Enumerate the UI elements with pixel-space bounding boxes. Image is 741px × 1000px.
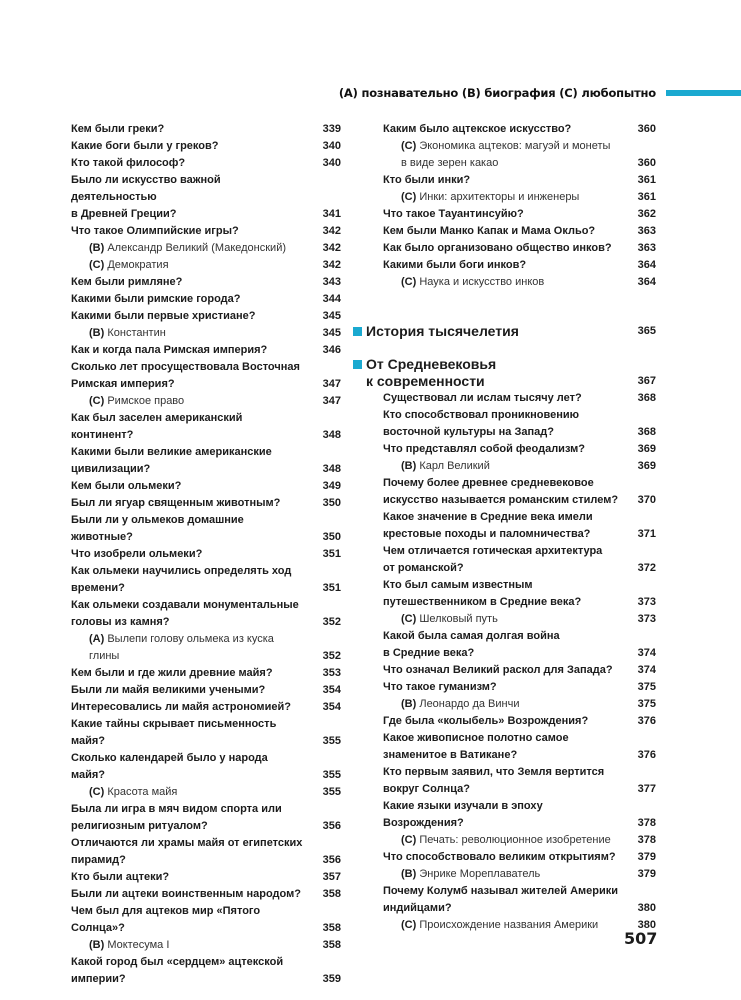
toc-entry bbox=[383, 713, 656, 730]
toc-entry bbox=[71, 121, 341, 138]
toc-entry-line: Кем были Манко Капак и Мама Окльо? bbox=[383, 225, 596, 237]
category-marker: (B) bbox=[401, 460, 417, 472]
toc-entry-line: в Средние века? bbox=[383, 647, 475, 659]
section-title-line: История тысячелетия bbox=[366, 323, 519, 339]
toc-subentry-text: Экономика ацтеков: магуэй и монеты bbox=[419, 140, 611, 152]
toc-entry-line: Кем были ольмеки? bbox=[71, 480, 182, 492]
category-marker: (B) bbox=[89, 242, 105, 254]
toc-entry-line: Как было организовано общество инков? bbox=[383, 242, 612, 254]
toc-subentry bbox=[383, 189, 656, 206]
toc-subentry-line bbox=[89, 257, 341, 274]
toc-entry-line: искусство называется романским стилем? bbox=[383, 494, 619, 506]
spacer bbox=[353, 340, 656, 356]
toc-entry-line: Как и когда пала Римская империя? bbox=[71, 344, 268, 356]
category-marker: (B) bbox=[89, 939, 105, 951]
page-ref: 348 bbox=[322, 463, 341, 475]
spacer bbox=[353, 291, 656, 323]
toc-entry bbox=[383, 407, 656, 441]
toc-entry-line: Сколько лет просуществовала Восточная bbox=[71, 361, 300, 373]
section-title-line: к современности bbox=[366, 373, 485, 389]
toc-subentry-text: Карл Великий bbox=[419, 460, 490, 472]
toc-entry-line: Какими были великие американские bbox=[71, 446, 272, 458]
category-marker: (C) bbox=[401, 919, 417, 931]
page-ref: 375 bbox=[637, 698, 656, 710]
toc-subentry-line bbox=[401, 274, 656, 291]
toc-entry-line: майя? bbox=[71, 735, 106, 747]
toc-subentry-text: Печать: революционное изобретение bbox=[419, 834, 611, 846]
section-title-line: От Средневековья bbox=[366, 356, 497, 372]
category-marker: (B) bbox=[401, 698, 417, 710]
toc-subentry-text: Происхождение названия Америки bbox=[419, 919, 599, 931]
page-ref: 365 bbox=[637, 325, 656, 337]
toc-subentry-line bbox=[401, 611, 656, 628]
page-ref: 358 bbox=[322, 922, 341, 934]
toc-subentry-line: в виде зерен какао bbox=[401, 157, 499, 169]
page-ref: 377 bbox=[637, 783, 656, 795]
toc-entry-line: Существовал ли ислам тысячу лет? bbox=[383, 392, 582, 404]
category-marker: (C) bbox=[401, 191, 417, 203]
toc-entry bbox=[71, 597, 341, 631]
toc-entry-line: Была ли игра в мяч видом спорта или bbox=[71, 803, 282, 815]
toc-entry-line: Что представлял собой феодализм? bbox=[383, 443, 585, 455]
toc-entry bbox=[383, 764, 656, 798]
page-ref: 370 bbox=[637, 494, 656, 506]
toc-entry-line: Были ли ацтеки воинственным народом? bbox=[71, 888, 301, 900]
toc-subentry-line bbox=[401, 189, 656, 206]
toc-entry-line: головы из камня? bbox=[71, 616, 170, 628]
toc-subentry-text: Энрике Мореплаватель bbox=[419, 868, 541, 880]
page-ref: 353 bbox=[322, 667, 341, 679]
toc-subentry bbox=[71, 937, 341, 954]
toc-subentry-text: Римское право bbox=[107, 395, 185, 407]
page-ref: 368 bbox=[637, 392, 656, 404]
toc-subentry-line bbox=[401, 866, 656, 883]
toc-entry bbox=[71, 155, 341, 172]
toc-column-right bbox=[353, 121, 656, 934]
toc-entry bbox=[71, 665, 341, 682]
page-ref: 356 bbox=[322, 854, 341, 866]
page-ref: 373 bbox=[637, 596, 656, 608]
toc-entry-line: Кто были инки? bbox=[383, 174, 471, 186]
toc-entry bbox=[383, 798, 656, 832]
toc-entry bbox=[71, 410, 341, 444]
page-ref: 363 bbox=[637, 242, 656, 254]
toc-entry-line: от романской? bbox=[383, 562, 464, 574]
toc-entry-line: Чем отличается готическая архитектура bbox=[383, 545, 603, 557]
toc-subentry-line bbox=[89, 240, 341, 257]
toc-subentry bbox=[383, 138, 656, 172]
toc-entry-line: Были ли у ольмеков домашние животные? bbox=[71, 514, 244, 543]
page-ref: 354 bbox=[322, 701, 341, 713]
section-heading bbox=[353, 356, 656, 390]
page-ref: 364 bbox=[637, 259, 656, 271]
toc-entry-line: индийцами? bbox=[383, 902, 452, 914]
toc-entry bbox=[71, 495, 341, 512]
toc-entry bbox=[383, 883, 656, 917]
toc-entry-line: пирамид? bbox=[71, 854, 126, 866]
category-marker: (C) bbox=[89, 786, 105, 798]
toc-entry bbox=[383, 679, 656, 696]
page-ref: 379 bbox=[637, 868, 656, 880]
toc-entry bbox=[71, 342, 341, 359]
page-ref: 367 bbox=[637, 375, 656, 387]
toc-entry-line: Было ли искусство важной деятельностью bbox=[71, 174, 221, 203]
page-ref: 374 bbox=[637, 647, 656, 659]
toc-entry-line: крестовые походы и паломничества? bbox=[383, 528, 591, 540]
page-ref: 345 bbox=[322, 310, 341, 322]
toc-entry-line: Солнца»? bbox=[71, 922, 125, 934]
toc-entry-line: Каким было ацтекское искусство? bbox=[383, 123, 572, 135]
page-ref: 352 bbox=[322, 616, 341, 628]
toc-subentry-line bbox=[89, 937, 341, 954]
toc-entry bbox=[383, 240, 656, 257]
toc-entry-line: Как ольмеки научились определять ход bbox=[71, 565, 292, 577]
toc-entry bbox=[71, 716, 341, 750]
toc-subentry-text: Инки: архитекторы и инженеры bbox=[419, 191, 580, 203]
page-number: 507 bbox=[624, 929, 658, 948]
page-ref: 372 bbox=[637, 562, 656, 574]
toc-entry-line: Что изобрели ольмеки? bbox=[71, 548, 203, 560]
toc-entry bbox=[383, 121, 656, 138]
toc-entry-line: вокруг Солнца? bbox=[383, 783, 470, 795]
toc-subentry bbox=[71, 784, 341, 801]
toc-subentry-line bbox=[401, 458, 656, 475]
toc-entry bbox=[383, 849, 656, 866]
toc-entry-line: путешественником в Средние века? bbox=[383, 596, 582, 608]
toc-entry bbox=[383, 475, 656, 509]
toc-entry bbox=[383, 662, 656, 679]
page-ref: 360 bbox=[637, 157, 656, 169]
toc-subentry bbox=[71, 240, 341, 257]
page-ref: 349 bbox=[322, 480, 341, 492]
page-ref: 371 bbox=[637, 528, 656, 540]
toc-entry-line: Где была «колыбель» Возрождения? bbox=[383, 715, 589, 727]
page-ref: 368 bbox=[637, 426, 656, 438]
toc-entry-line: Чем был для ацтеков мир «Пятого bbox=[71, 905, 261, 917]
toc-entry-line: Как был заселен американский континент? bbox=[71, 412, 243, 441]
toc-subentry-line bbox=[89, 393, 341, 410]
toc-subentry-line bbox=[401, 138, 656, 155]
toc-entry bbox=[383, 543, 656, 577]
toc-entry bbox=[71, 223, 341, 240]
toc-entry-line: восточной культуры на Запад? bbox=[383, 426, 554, 438]
page-ref: 342 bbox=[322, 259, 341, 271]
page-ref: 364 bbox=[637, 276, 656, 288]
toc-entry-line: Какое живописное полотно самое bbox=[383, 732, 569, 744]
toc-subentry bbox=[71, 393, 341, 410]
category-marker: (B) bbox=[401, 868, 417, 880]
page-ref: 373 bbox=[637, 613, 656, 625]
toc-subentry-line bbox=[401, 696, 656, 713]
toc-entry-line: времени? bbox=[71, 582, 125, 594]
toc-entry bbox=[383, 509, 656, 543]
toc-entry bbox=[71, 699, 341, 716]
toc-entry-line: знаменитое в Ватикане? bbox=[383, 749, 518, 761]
toc-entry bbox=[71, 903, 341, 937]
category-marker: (C) bbox=[401, 140, 417, 152]
page-ref: 344 bbox=[322, 293, 341, 305]
toc-subentry-text: Вылепи голову ольмека из куска глины bbox=[89, 633, 274, 662]
toc-entry-line: Какими были боги инков? bbox=[383, 259, 527, 271]
toc-subentry-text: Константин bbox=[107, 327, 166, 339]
page-ref: 339 bbox=[322, 123, 341, 135]
toc-entry bbox=[383, 628, 656, 662]
toc-subentry-text: Демократия bbox=[107, 259, 169, 271]
page-ref: 358 bbox=[322, 888, 341, 900]
toc-entry-line: Кто были ацтеки? bbox=[71, 871, 170, 883]
toc-subentry bbox=[383, 917, 656, 934]
toc-entry bbox=[71, 869, 341, 886]
page-ref: 359 bbox=[322, 973, 341, 985]
toc-entry-line: Был ли ягуар священным животным? bbox=[71, 497, 281, 509]
page-ref: 378 bbox=[637, 817, 656, 829]
toc-subentry bbox=[71, 631, 341, 665]
toc-subentry-text: Красота майя bbox=[107, 786, 178, 798]
page-ref: 347 bbox=[322, 395, 341, 407]
toc-entry bbox=[71, 308, 341, 325]
toc-entry bbox=[383, 441, 656, 458]
toc-column-left bbox=[71, 121, 341, 988]
toc-subentry bbox=[71, 257, 341, 274]
toc-subentry bbox=[383, 611, 656, 628]
page-ref: 360 bbox=[637, 123, 656, 135]
toc-entry-line: Почему более древнее средневековое bbox=[383, 477, 594, 489]
toc-entry-line: Почему Колумб называл жителей Америки bbox=[383, 885, 619, 897]
section-heading bbox=[353, 323, 656, 340]
toc-entry-line: Как ольмеки создавали монументальные bbox=[71, 599, 299, 611]
toc-subentry-line bbox=[89, 325, 341, 342]
toc-subentry-text: Наука и искусство инков bbox=[419, 276, 545, 288]
page-ref: 379 bbox=[637, 851, 656, 863]
page-ref: 363 bbox=[637, 225, 656, 237]
category-marker: (C) bbox=[401, 834, 417, 846]
toc-entry-line: Что означал Великий раскол для Запада? bbox=[383, 664, 613, 676]
toc-subentry bbox=[383, 832, 656, 849]
toc-entry-line: Какими были первые христиане? bbox=[71, 310, 256, 322]
toc-entry-line: Интересовались ли майя астрономией? bbox=[71, 701, 291, 713]
toc-entry bbox=[71, 682, 341, 699]
page-ref: 378 bbox=[637, 834, 656, 846]
toc-entry bbox=[383, 390, 656, 407]
toc-entry bbox=[383, 172, 656, 189]
category-marker: (C) bbox=[89, 395, 105, 407]
page-ref: 356 bbox=[322, 820, 341, 832]
toc-entry-line: майя? bbox=[71, 769, 106, 781]
page-ref: 351 bbox=[322, 548, 341, 560]
page-ref: 362 bbox=[637, 208, 656, 220]
toc-entry bbox=[71, 512, 341, 546]
toc-subentry-line bbox=[401, 917, 656, 934]
page-ref: 361 bbox=[637, 191, 656, 203]
toc-entry-line: Что такое гуманизм? bbox=[383, 681, 497, 693]
page-ref: 342 bbox=[322, 242, 341, 254]
page-ref: 376 bbox=[637, 715, 656, 727]
toc-entry-line: Сколько календарей было у народа bbox=[71, 752, 268, 764]
toc-entry bbox=[383, 730, 656, 764]
toc-entry-line: Отличаются ли храмы майя от египетских bbox=[71, 837, 303, 849]
page-ref: 350 bbox=[322, 497, 341, 509]
toc-entry-line: империи? bbox=[71, 973, 126, 985]
page-ref: 355 bbox=[322, 735, 341, 747]
toc-entry-line: Какое значение в Средние века имели bbox=[383, 511, 593, 523]
toc-entry-line: Какие тайны скрывает письменность bbox=[71, 718, 277, 730]
toc-entry-line: Кем были греки? bbox=[71, 123, 165, 135]
accent-bar bbox=[666, 90, 741, 96]
page-ref: 355 bbox=[322, 769, 341, 781]
toc-subentry-line bbox=[401, 832, 656, 849]
toc-entry-line: Какие языки изучали в эпоху Возрождения? bbox=[383, 800, 543, 829]
toc-entry bbox=[383, 257, 656, 274]
toc-entry-line: Какой была самая долгая война bbox=[383, 630, 560, 642]
page-ref: 375 bbox=[637, 681, 656, 693]
page-ref: 369 bbox=[637, 443, 656, 455]
toc-entry bbox=[383, 223, 656, 240]
toc-entry bbox=[71, 546, 341, 563]
page-ref: 342 bbox=[322, 225, 341, 237]
page-ref: 358 bbox=[322, 939, 341, 951]
category-legend: (A) познавательно (B) биография (C) любопытно bbox=[338, 86, 656, 100]
section-square-icon bbox=[353, 327, 362, 336]
page-ref: 340 bbox=[322, 157, 341, 169]
toc-entry bbox=[71, 172, 341, 223]
toc-entry-line: в Древней Греции? bbox=[71, 208, 177, 220]
toc-entry bbox=[71, 444, 341, 478]
category-marker: (B) bbox=[89, 327, 105, 339]
toc-subentry-line bbox=[89, 784, 341, 801]
page-ref: 350 bbox=[322, 531, 341, 543]
page-ref: 351 bbox=[322, 582, 341, 594]
toc-entry bbox=[71, 886, 341, 903]
toc-entry-line: религиозным ритуалом? bbox=[71, 820, 208, 832]
page-ref: 343 bbox=[322, 276, 341, 288]
toc-entry bbox=[383, 577, 656, 611]
toc-entry bbox=[71, 291, 341, 308]
toc-subentry-text: Моктесума I bbox=[107, 939, 170, 951]
toc-entry-line: Кто способствовал проникновению bbox=[383, 409, 580, 421]
page-ref: 374 bbox=[637, 664, 656, 676]
toc-subentry-line bbox=[89, 631, 341, 665]
toc-entry-line: цивилизации? bbox=[71, 463, 151, 475]
toc-subentry bbox=[383, 696, 656, 713]
toc-entry-line: Кто такой философ? bbox=[71, 157, 186, 169]
category-marker: (C) bbox=[401, 613, 417, 625]
toc-entry bbox=[71, 835, 341, 869]
toc-entry bbox=[71, 954, 341, 988]
page-ref: 380 bbox=[637, 919, 656, 931]
toc-entry bbox=[71, 274, 341, 291]
toc-entry-line: Что такое Олимпийские игры? bbox=[71, 225, 239, 237]
toc-entry-line: Кем были римляне? bbox=[71, 276, 183, 288]
toc-entry-line: Какие боги были у греков? bbox=[71, 140, 219, 152]
page-ref: 347 bbox=[322, 378, 341, 390]
toc-subentry-text: Леонардо да Винчи bbox=[419, 698, 520, 710]
toc-entry-line: Были ли майя великими учеными? bbox=[71, 684, 266, 696]
toc-entry bbox=[383, 206, 656, 223]
toc-entry bbox=[71, 563, 341, 597]
toc-entry bbox=[71, 750, 341, 784]
page-ref: 354 bbox=[322, 684, 341, 696]
toc-entry-line: Римская империя? bbox=[71, 378, 175, 390]
toc-entry-line: Кто был самым известным bbox=[383, 579, 533, 591]
page-ref: 361 bbox=[637, 174, 656, 186]
toc-entry bbox=[71, 359, 341, 393]
toc-subentry bbox=[383, 866, 656, 883]
category-marker: (A) bbox=[89, 633, 105, 645]
section-square-icon bbox=[353, 360, 362, 369]
toc-entry-line: Что способствовало великим открытиям? bbox=[383, 851, 616, 863]
page-ref: 355 bbox=[322, 786, 341, 798]
toc-entry bbox=[71, 138, 341, 155]
page-ref: 341 bbox=[322, 208, 341, 220]
page-ref: 352 bbox=[322, 650, 341, 662]
page-ref: 369 bbox=[637, 460, 656, 472]
toc-entry bbox=[71, 801, 341, 835]
toc-entry-line: Какими были римские города? bbox=[71, 293, 241, 305]
toc-entry-line: Какой город был «сердцем» ацтекской bbox=[71, 956, 284, 968]
toc-subentry bbox=[383, 458, 656, 475]
toc-entry bbox=[71, 478, 341, 495]
page-ref: 357 bbox=[322, 871, 341, 883]
page-ref: 340 bbox=[322, 140, 341, 152]
page-ref: 346 bbox=[322, 344, 341, 356]
toc-subentry-text: Шелковый путь bbox=[419, 613, 498, 625]
page-ref: 345 bbox=[322, 327, 341, 339]
category-marker: (C) bbox=[401, 276, 417, 288]
toc-subentry bbox=[71, 325, 341, 342]
toc-subentry-text: Александр Великий (Македонский) bbox=[107, 242, 287, 254]
category-marker: (C) bbox=[89, 259, 105, 271]
page-ref: 376 bbox=[637, 749, 656, 761]
toc-entry-line: Что такое Тауантинсуйю? bbox=[383, 208, 524, 220]
page-ref: 348 bbox=[322, 429, 341, 441]
toc-subentry bbox=[383, 274, 656, 291]
page-ref: 380 bbox=[637, 902, 656, 914]
toc-entry-line: Кто первым заявил, что Земля вертится bbox=[383, 766, 605, 778]
toc-entry-line: Кем были и где жили древние майя? bbox=[71, 667, 273, 679]
